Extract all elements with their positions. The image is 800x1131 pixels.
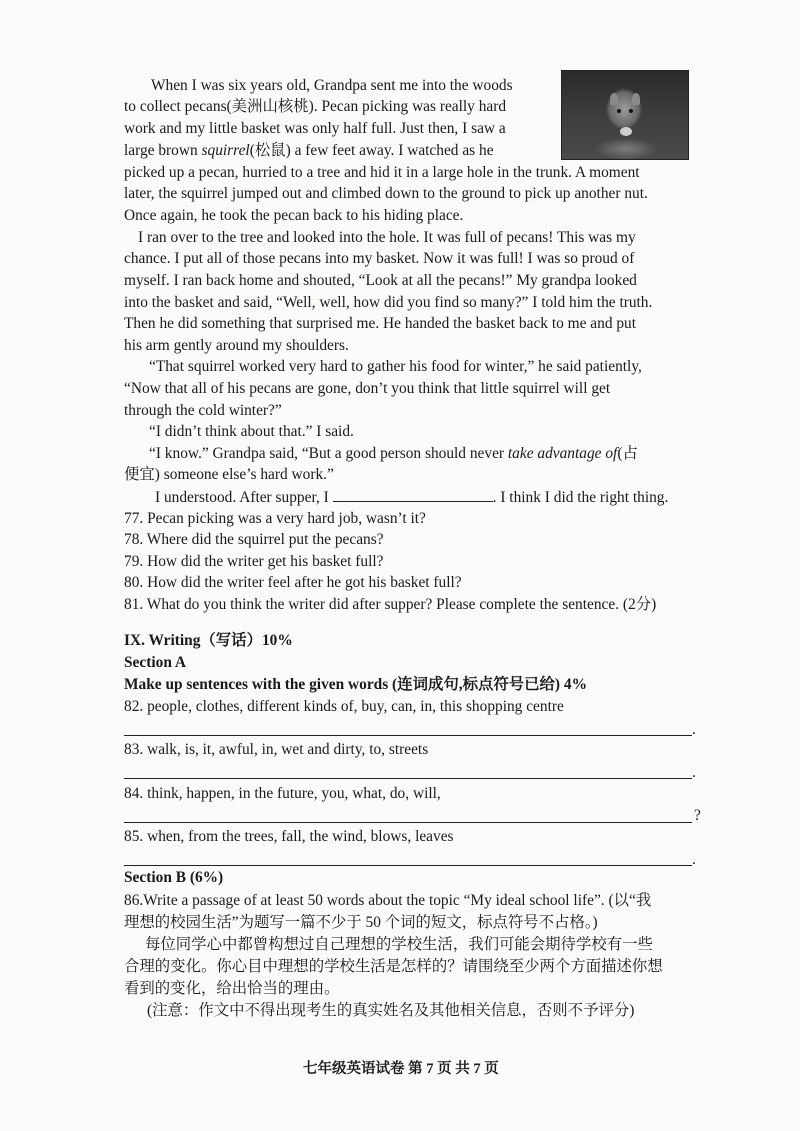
answer-line-83[interactable]	[124, 778, 692, 779]
pecan-shape	[620, 127, 632, 136]
task-line: 看到的变化，给出恰当的理由。	[124, 980, 340, 997]
story-line: Once again, he took the pecan back to his hiding place.	[124, 207, 464, 224]
item-85: 85. when, from the trees, fall, the wind, blows, leaves	[124, 828, 454, 845]
end-punct: .	[692, 851, 696, 868]
story-text: “I know.” Grandpa said, “But a good person should never	[149, 445, 505, 462]
item-83: 83. walk, is, it, awful, in, wet and dirty, to, streets	[124, 741, 429, 758]
story-line: Then he did something that surprised me. He handed the basket back to me and put	[124, 315, 637, 332]
story-line: chance. I put all of those pecans into my basket. Now it was full! I was so proud of	[124, 250, 635, 267]
task-line: 每位同学心中都曾构想过自己理想的学校生活，我们可能会期待学校有一些	[145, 936, 653, 953]
story-line: “That squirrel worked very hard to gather his food for winter,” he said patiently,	[149, 358, 642, 375]
section-a-instruction: Make up sentences with the given words (连词成句,标点符号已给) 4%	[124, 676, 587, 693]
story-text: I understood. After supper, I	[155, 489, 329, 506]
story-line: When I was six years old, Grandpa sent me into the woods	[151, 77, 513, 94]
question-81: 81. What do you think the writer did after supper? Please complete the sentence. (2分)	[124, 596, 657, 613]
section-b-heading: Section B (6%)	[124, 869, 224, 886]
ear-shape	[610, 93, 618, 105]
story-line: his arm gently around my shoulders.	[124, 337, 349, 354]
item-84: 84. think, happen, in the future, you, what, do, will,	[124, 785, 441, 802]
answer-line-84[interactable]	[124, 822, 692, 823]
story-text: large brown	[124, 142, 198, 159]
answer-line-82[interactable]	[124, 735, 692, 736]
keyword-squirrel: squirrel	[201, 142, 250, 159]
end-punct: .	[692, 721, 696, 738]
section-title: IX. Writing（写话）10%	[124, 632, 293, 649]
question-79: 79. How did the writer get his basket full?	[124, 553, 384, 570]
task-line: 合理的变化。你心目中理想的学校生活是怎样的？请围绕至少两个方面描述你想	[124, 958, 663, 975]
answer-line-85[interactable]	[124, 865, 692, 866]
story-line: “I didn’t think about that.” I said.	[149, 423, 354, 440]
task-note: (注意：作文中不得出现考生的真实姓名及其他相关信息，否则不予评分)	[147, 1002, 635, 1019]
question-80: 80. How did the writer feel after he got his basket full?	[124, 574, 462, 591]
story-line	[124, 141, 494, 161]
story-line	[149, 444, 638, 464]
story-line: work and my little basket was only half full. Just then, I saw a	[124, 120, 506, 137]
task-line: 理想的校园生活”为题写一篇不少于 50 个词的短文，标点符号不占格。)	[124, 914, 598, 931]
end-punct: ?	[694, 807, 701, 824]
story-line: myself. I ran back home and shouted, “Look at all the pecans!” My grandpa looked	[124, 272, 637, 289]
page-footer: 七年级英语试卷 第 7 页 共 7 页	[303, 1061, 499, 1077]
answer-blank[interactable]	[333, 487, 493, 502]
story-line: “Now that all of his pecans are gone, don’t you think that little squirrel will get	[124, 380, 611, 397]
story-text: . I think I did the right thing.	[492, 489, 669, 506]
question-78: 78. Where did the squirrel put the pecans?	[124, 531, 384, 548]
section-a-heading: Section A	[124, 654, 186, 671]
item-82: 82. people, clothes, different kinds of, buy, can, in, this shopping centre	[124, 698, 564, 715]
task-line: 86.Write a passage of at least 50 words about the topic “My ideal school life”. (以“我	[124, 892, 652, 909]
keyword-take-advantage: take advantage of	[507, 445, 618, 462]
story-line: 便宜) someone else’s hard work.”	[124, 466, 334, 483]
question-77: 77. Pecan picking was a very hard job, wasn’t it?	[124, 510, 426, 527]
eye-shape	[617, 109, 621, 113]
eye-shape	[629, 109, 633, 113]
story-line: picked up a pecan, hurried to a tree and hid it in a large hole in the trunk. A moment	[124, 164, 640, 181]
story-text: (松鼠) a few feet away. I watched as he	[249, 142, 494, 159]
story-line	[155, 487, 668, 508]
story-line: into the basket and said, “Well, well, how did you find so many?” I told him the truth.	[124, 294, 653, 311]
squirrel-photo	[561, 70, 689, 160]
story-line: to collect pecans(美洲山核桃). Pecan picking was really hard	[124, 98, 507, 115]
story-line: later, the squirrel jumped out and climbed down to the ground to pick up another nut.	[124, 185, 648, 202]
story-text: (占	[617, 445, 638, 462]
story-line: through the cold winter?”	[124, 402, 282, 419]
end-punct: .	[692, 764, 696, 781]
story-line: I ran over to the tree and looked into the hole. It was full of pecans! This was my	[138, 229, 636, 246]
ear-shape	[632, 93, 640, 105]
